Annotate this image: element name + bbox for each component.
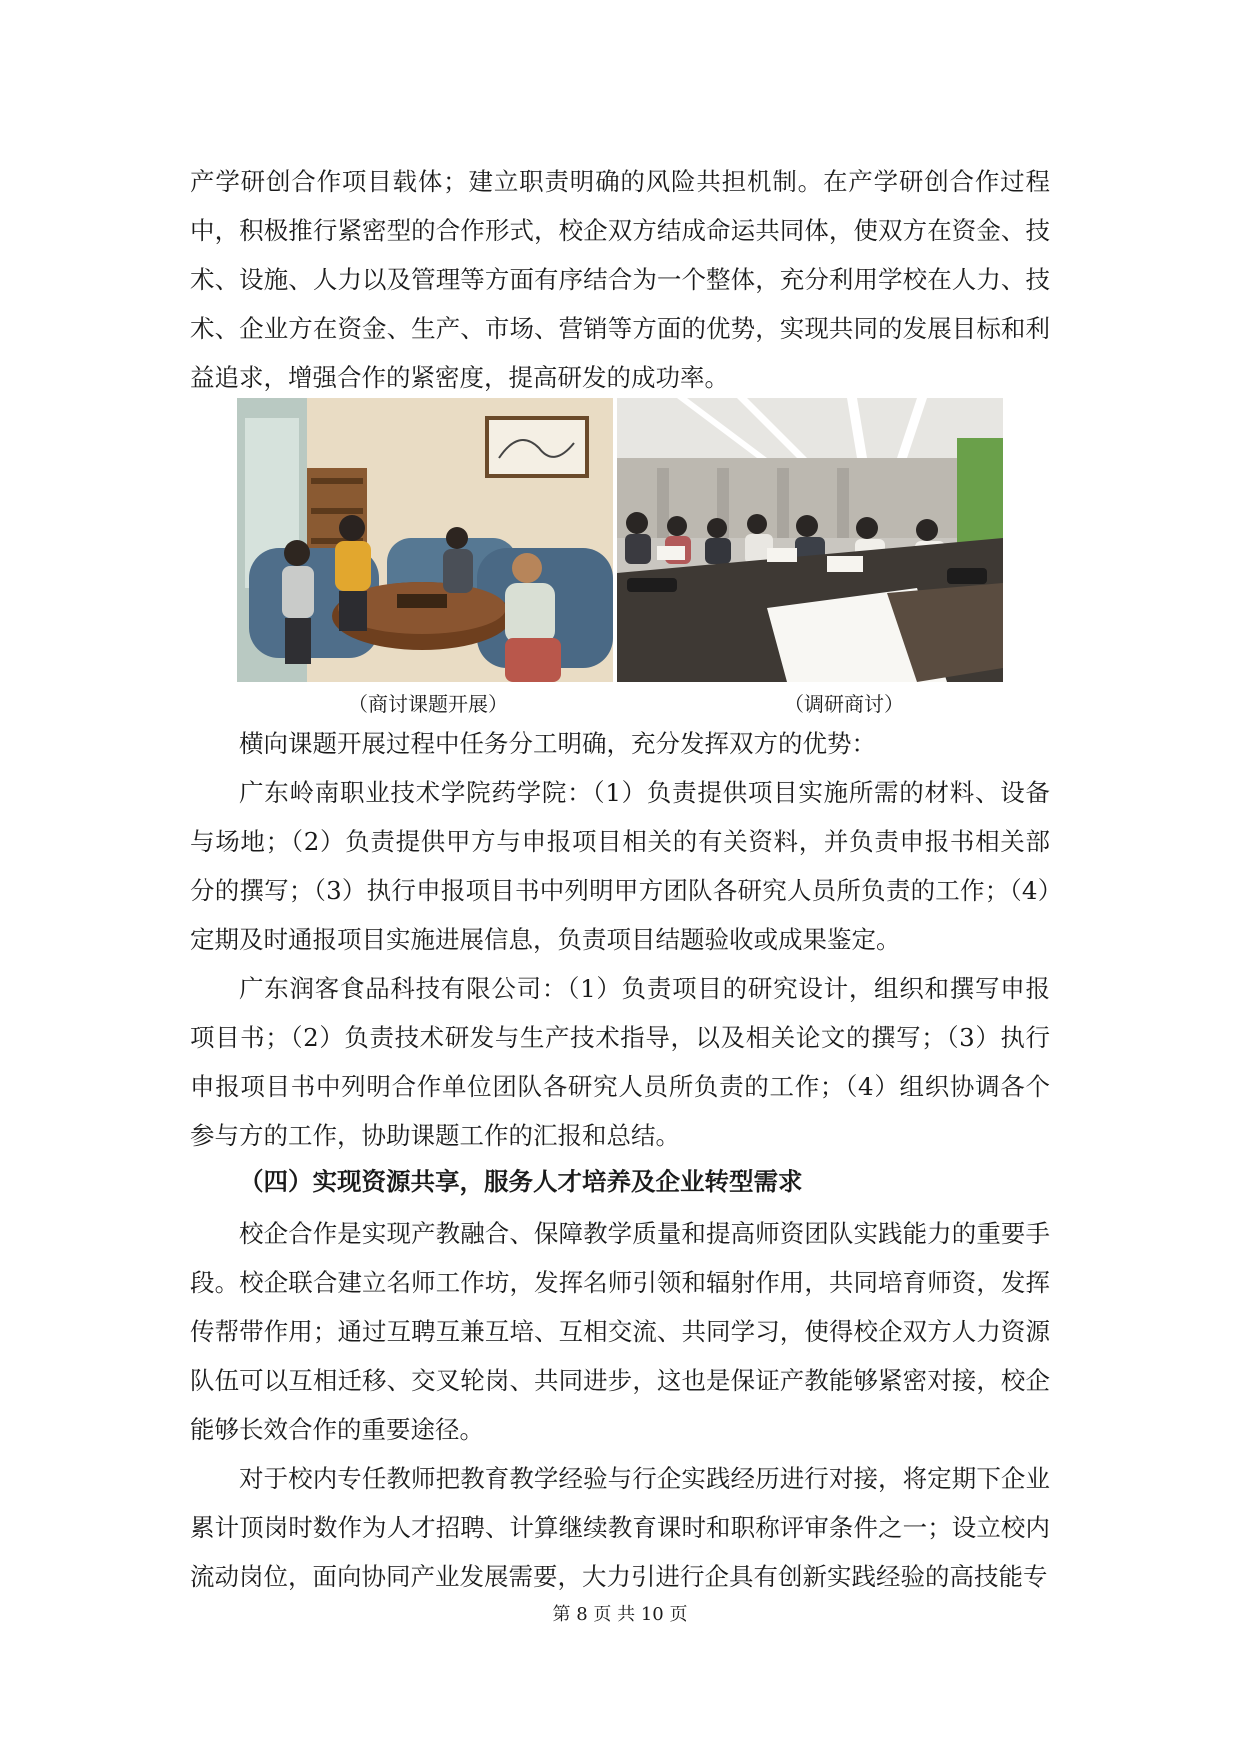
paragraph-teacher-practice: 对于校内专任教师把教育教学经验与行企实践经历进行对接，将定期下企业累计顶岗时数作为人才招聘、计算继续教育课时和职称评审条件之一；设立校内流动岗位，面向协同产业发展需要，大力引进行企具有创新实践经验的高技能专 bbox=[190, 1464, 1050, 1591]
photo-discussion-meeting bbox=[237, 398, 613, 682]
caption-discussion-meeting: （商讨课题开展） bbox=[348, 692, 508, 716]
paragraph-college-duties: 广东岭南职业技术学院药学院：（1）负责提供项目实施所需的材料、设备与场地；（2）负责提供甲方与申报项目相关的有关资料，并负责申报书相关部分的撰写；（3）执行申报项目书中列明甲方团队各研究人员所负责的工作；（4）定期及时通报项目实施进展信息，负责项目结题验收或成果鉴定。 bbox=[190, 778, 1050, 954]
paragraph-company-duties: 广东润客食品科技有限公司：（1）负责项目的研究设计，组织和撰写申报项目书；（2）负责技术研发与生产技术指导，以及相关论文的撰写；（3）执行申报项目书中列明合作单位团队各研究人员所负责的工作；（4）组织协调各个参与方的工作，协助课题工作的汇报和总结。 bbox=[190, 974, 1050, 1150]
photo-research-meeting bbox=[617, 398, 1003, 682]
paragraph-cooperation-mechanism: 产学研创合作项目载体；建立职责明确的风险共担机制。在产学研创合作过程中，积极推行紧密型的合作形式，校企双方结成命运共同体，使双方在资金、技术、设施、人力以及管理等方面有序结合为一个整体，充分利用学校在人力、技术、企业方在资金、生产、市场、营销等方面的优势，实现共同的发展目标和利益追求，增强合作的紧密度，提高研发的成功率。 bbox=[190, 167, 1050, 392]
page-footer: 第 8 页 共 10 页 bbox=[552, 1604, 688, 1625]
paragraph-school-enterprise-cooperation: 校企合作是实现产教融合、保障教学质量和提高师资团队实践能力的重要手段。校企联合建立名师工作坊，发挥名师引领和辐射作用，共同培育师资，发挥传帮带作用；通过互聘互兼互培、互相交流、共同学习，使得校企双方人力资源队伍可以互相迁移、交叉轮岗、共同进步，这也是保证产教能够紧密对接，校企能够长效合作的重要途径。 bbox=[190, 1219, 1050, 1444]
caption-research-meeting: （调研商讨） bbox=[784, 692, 904, 716]
section-heading: （四）实现资源共享，服务人才培养及企业转型需求 bbox=[239, 1167, 803, 1196]
paragraph-division-of-labor: 横向课题开展过程中任务分工明确，充分发挥双方的优势： bbox=[239, 729, 876, 758]
